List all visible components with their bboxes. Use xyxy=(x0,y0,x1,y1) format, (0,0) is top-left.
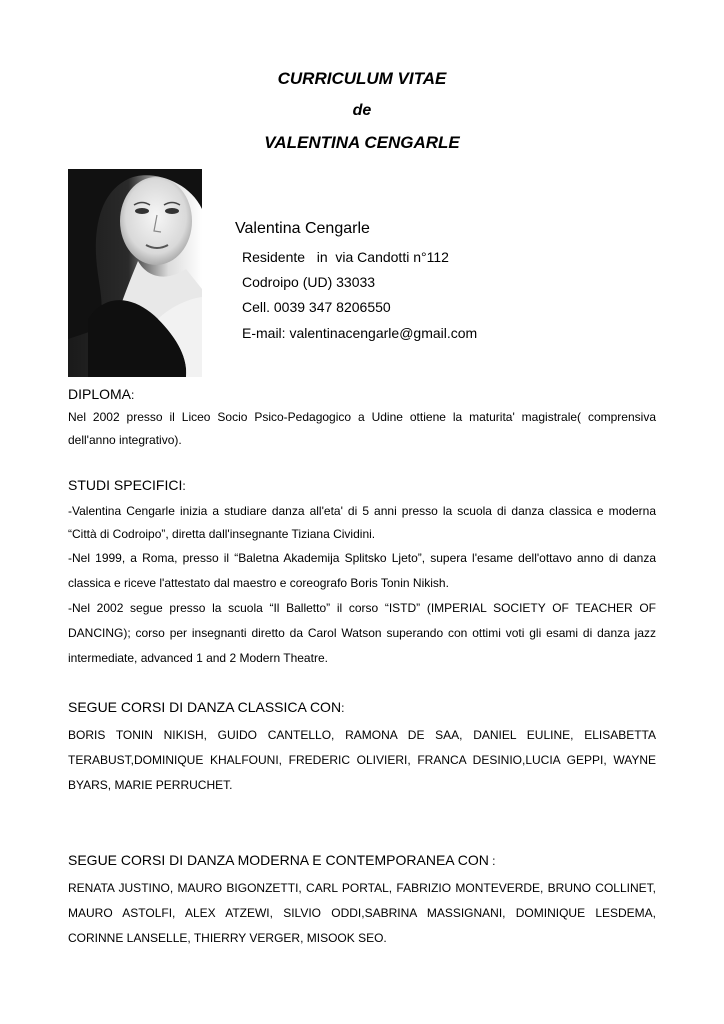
moderna-heading xyxy=(68,852,496,868)
moderna-teachers: RENATA JUSTINO, MAURO BIGONZETTI, CARL PORTAL, FABRIZIO MONTEVERDE, BRUNO COLLINET, MAURO ASTOLFI, ALEX ATZEWI, SILVIO ODDI,SABRINA MASSIGNANI, DOMINIQUE LESDEMA, CORINNE LANSELLE, THIERRY VERGER, MISOOK SEO. xyxy=(68,881,656,945)
cv-title: CURRICULUM VITAE xyxy=(277,69,447,88)
studi-heading-text: STUDI SPECIFICI xyxy=(68,477,183,493)
cv-title-de: de xyxy=(352,102,372,119)
phone-line: Cell. 0039 347 8206550 xyxy=(242,299,391,315)
studi-section-body xyxy=(68,500,656,671)
classica-heading-text: SEGUE CORSI DI DANZA CLASSICA CON xyxy=(68,699,342,715)
studi-paragraph-2: -Nel 1999, a Roma, presso il “Baletna Akademija Splitsko Ljeto”, supera l'esame dell'ottavo anno di danza classica e riceve l'attestato dal maestro e coreografo Boris Tonin Nikish. xyxy=(68,551,656,590)
diploma-heading xyxy=(68,386,134,402)
moderna-heading-text: SEGUE CORSI DI DANZA MODERNA E CONTEMPORANEA CON xyxy=(68,852,489,868)
address-line: Residente in via Candotti n°112 xyxy=(242,249,449,265)
studi-heading xyxy=(68,477,186,493)
studi-paragraph-1: -Valentina Cengarle inizia a studiare danza all'eta' di 5 anni presso la scuola di danza classica e moderna “Città di Codroipo”, diretta dall'insegnante Tiziana Cividini. xyxy=(68,504,656,541)
full-name: Valentina Cengarle xyxy=(235,220,370,237)
classica-heading-colon: : xyxy=(341,701,345,715)
portrait-photo xyxy=(68,169,202,377)
classica-heading xyxy=(68,699,344,715)
studi-heading-colon: : xyxy=(182,479,186,493)
classica-teachers: BORIS TONIN NIKISH, GUIDO CANTELLO, RAMONA DE SAA, DANIEL EULINE, ELISABETTA TERABUST,DOMINIQUE KHALFOUNI, FREDERIC OLIVIERI, FRANCA DESINIO,LUCIA GEPPI, WAYNE BYARS, MARIE PERRUCHET. xyxy=(68,728,656,792)
diploma-text: Nel 2002 presso il Liceo Socio Psico-Pedagogico a Udine ottiene la maturita' magistrale( comprensiva dell'anno integrativo). xyxy=(68,410,656,447)
city-line: Codroipo (UD) 33033 xyxy=(242,274,376,290)
diploma-heading-colon: : xyxy=(131,388,135,402)
diploma-heading-text: DIPLOMA xyxy=(68,386,132,402)
cv-title-name: VALENTINA CENGARLE xyxy=(264,133,460,152)
moderna-heading-colon: : xyxy=(488,854,496,868)
email-line: E-mail: valentinacengarle@gmail.com xyxy=(242,325,478,341)
studi-paragraph-3: -Nel 2002 segue presso la scuola “Il Balletto” il corso “ISTD” (IMPERIAL SOCIETY OF TEACHER OF DANCING); corso per insegnanti diretto da Carol Watson superando con ottimi voti gli esami di danza jazz intermediate, advanced 1 and 2 Modern Theatre. xyxy=(68,601,656,665)
